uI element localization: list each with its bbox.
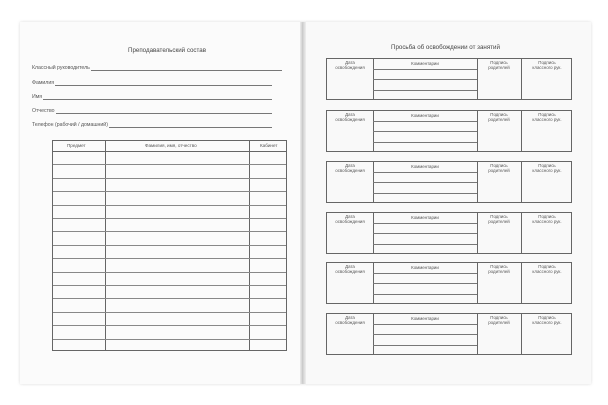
table-row[interactable]	[53, 339, 286, 340]
header-release-date: Дата освобождения	[335, 60, 365, 70]
table-row[interactable]	[53, 298, 286, 299]
header-teacher-signature: Подпись классного рук.	[532, 60, 562, 70]
header-teacher-signature: Подпись классного рук.	[532, 315, 562, 325]
header-comments: Комментарии	[411, 61, 439, 66]
book-spine	[300, 22, 306, 384]
col-header-subject: Предмет	[67, 143, 86, 148]
header-teacher-signature: Подпись классного рук.	[532, 163, 562, 173]
header-teacher-signature: Подпись классного рук.	[532, 264, 562, 274]
header-teacher-signature: Подпись классного рук.	[532, 214, 562, 224]
comment-line	[373, 283, 477, 284]
table-row[interactable]	[53, 312, 286, 313]
field-patronymic[interactable]	[32, 105, 272, 114]
release-request-block[interactable]	[326, 212, 572, 254]
table-row[interactable]	[53, 218, 286, 219]
field-label: Имя	[32, 94, 43, 100]
release-request-block[interactable]	[326, 161, 572, 203]
header-parents-signature: Подпись родителей	[488, 60, 510, 70]
teachers-table	[52, 140, 287, 351]
field-phone[interactable]	[32, 119, 272, 128]
header-comments: Комментарии	[411, 164, 439, 169]
table-row[interactable]	[53, 325, 286, 326]
comment-line	[373, 244, 477, 245]
header-release-date: Дата освобождения	[335, 214, 365, 224]
comment-line	[373, 142, 477, 143]
header-comments: Комментарии	[411, 215, 439, 220]
field-label: Фамилия	[32, 80, 55, 86]
header-release-date: Дата освобождения	[335, 163, 365, 173]
header-parents-signature: Подпись родителей	[488, 315, 510, 325]
comment-line	[373, 90, 477, 91]
comment-line	[373, 233, 477, 234]
field-label: Классный руководитель	[32, 65, 90, 71]
header-comments: Комментарии	[411, 265, 439, 270]
header-parents-signature: Подпись родителей	[488, 214, 510, 224]
comment-line	[373, 172, 477, 173]
header-comments: Комментарии	[411, 113, 439, 118]
header-teacher-signature: Подпись классного рук.	[532, 112, 562, 122]
comment-line	[373, 324, 477, 325]
header-release-date: Дата освобождения	[335, 315, 365, 325]
comment-line	[373, 334, 477, 335]
table-row[interactable]	[53, 231, 286, 232]
table-row[interactable]	[53, 285, 286, 286]
field-label: Отчество	[32, 108, 55, 114]
table-row[interactable]	[53, 178, 286, 179]
comment-line	[373, 193, 477, 194]
left-page-title: Преподавательский состав	[128, 47, 207, 54]
comment-line	[373, 345, 477, 346]
field-class-teacher[interactable]	[32, 62, 282, 71]
comment-line	[373, 223, 477, 224]
table-row[interactable]	[53, 164, 286, 165]
comment-line	[373, 273, 477, 274]
right-page-title: Просьба об освобождении от занятий	[391, 44, 500, 51]
comment-line	[373, 182, 477, 183]
comment-line	[373, 69, 477, 70]
table-row[interactable]	[53, 245, 286, 246]
comment-line	[373, 294, 477, 295]
comment-line	[373, 121, 477, 122]
table-row[interactable]	[53, 191, 286, 192]
field-label: Телефон (рабочий / домашний)	[32, 122, 108, 128]
header-parents-signature: Подпись родителей	[488, 264, 510, 274]
header-parents-signature: Подпись родителей	[488, 163, 510, 173]
header-comments: Комментарии	[411, 316, 439, 321]
table-row[interactable]	[53, 258, 286, 259]
header-parents-signature: Подпись родителей	[488, 112, 510, 122]
table-row[interactable]	[53, 205, 286, 206]
col-header-fullname: Фамилия, имя, отчество	[145, 143, 197, 148]
col-header-room: Кабинет	[260, 143, 278, 148]
comment-line	[373, 79, 477, 80]
header-release-date: Дата освобождения	[335, 112, 365, 122]
table-row[interactable]	[53, 272, 286, 273]
release-request-block[interactable]	[326, 313, 572, 355]
comment-line	[373, 131, 477, 132]
release-request-block[interactable]	[326, 110, 572, 152]
field-surname[interactable]	[32, 77, 272, 86]
table-header	[53, 141, 286, 152]
field-name[interactable]	[32, 91, 272, 100]
release-request-block[interactable]	[326, 262, 572, 304]
release-request-block[interactable]	[326, 58, 572, 100]
header-release-date: Дата освобождения	[335, 264, 365, 274]
